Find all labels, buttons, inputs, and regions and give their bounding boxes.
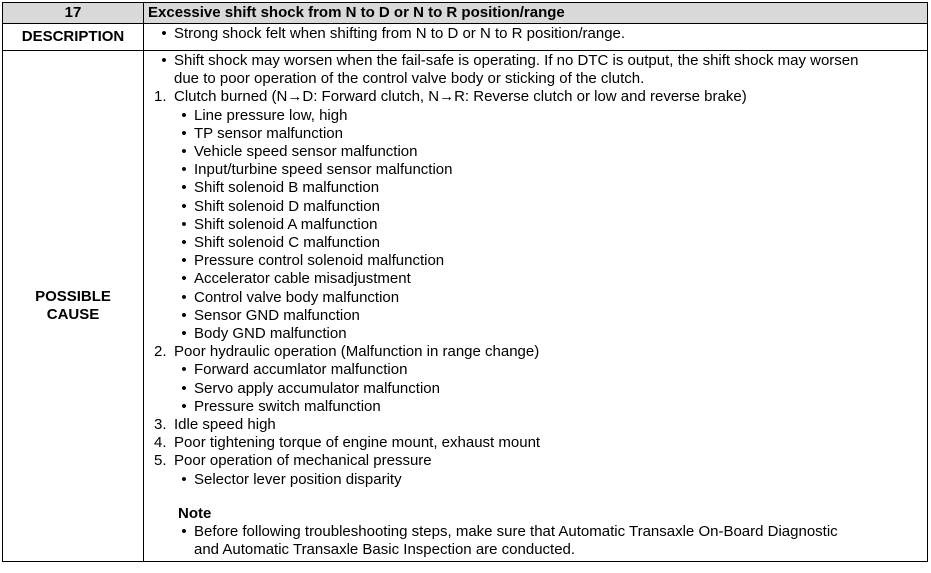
cause-1-sublist: [148, 107, 923, 344]
list-item: • Accelerator cable misadjustment: [174, 270, 923, 288]
note-content: [148, 523, 923, 559]
bullet-icon: [174, 523, 194, 541]
list-item: • Pressure control solenoid malfunction: [174, 252, 923, 270]
list-item: • Line pressure low, high: [174, 107, 923, 125]
bullet-icon: [174, 380, 194, 398]
cause-item: 2. Poor hydraulic operation (Malfunction in range change): [154, 343, 540, 361]
cause-item: 5. Poor operation of mechanical pressure: [154, 452, 432, 470]
list-item: • TP sensor malfunction: [174, 125, 923, 143]
possible-cause-content: [144, 51, 928, 562]
note-bullet: • Before following troubleshooting steps, make sure that Automatic Transaxle On-Board Diagnostic and Automatic Transaxle Basic Inspection are conducted.: [174, 523, 923, 559]
bullet-icon: [174, 143, 194, 161]
bullet-icon: [174, 325, 194, 343]
list-item: • Shift solenoid A malfunction: [174, 216, 923, 234]
list-item: • Body GND malfunction: [174, 325, 923, 343]
bullet-icon: [174, 252, 194, 270]
cause-item: 3. Idle speed high: [154, 416, 276, 434]
bullet-icon: [174, 234, 194, 252]
bullet-icon: [174, 161, 194, 179]
list-item: • Input/turbine speed sensor malfunction: [174, 161, 923, 179]
cause-2-sublist: [148, 361, 923, 416]
list-item: • Forward accumlator malfunction: [174, 361, 923, 379]
intro-bullet: • Shift shock may worsen when the fail-safe is operating. If no DTC is output, the shift shock may worsen due to poor operation of the control valve body or sticking of the clutch.: [148, 52, 923, 88]
list-item: • Sensor GND malfunction: [174, 307, 923, 325]
note-title: Note: [178, 504, 212, 522]
possible-cause-row: [3, 51, 928, 562]
cause-item: 4. Poor tightening torque of engine mount, exhaust mount: [154, 434, 541, 452]
description-label: DESCRIPTION: [3, 24, 144, 51]
bullet-icon: [174, 307, 194, 325]
list-item: • Servo apply accumulator malfunction: [174, 380, 923, 398]
description-content: [144, 24, 928, 51]
bullet-icon: [174, 179, 194, 197]
bullet-icon: [154, 25, 174, 43]
symptom-title: Excessive shift shock from N to D or N to R position/range: [144, 3, 928, 24]
bullet-icon: [174, 361, 194, 379]
description-row: [3, 24, 928, 51]
bullet-icon: [174, 198, 194, 216]
bullet-icon: [174, 216, 194, 234]
list-item: • Shift solenoid C malfunction: [174, 234, 923, 252]
list-item: • Control valve body malfunction: [174, 289, 923, 307]
possible-cause-label: POSSIBLE CAUSE: [3, 51, 144, 562]
cause-item: 1. Clutch burned (N→D: Forward clutch, N→R: Reverse clutch or low and reverse brake): [154, 88, 747, 106]
cause-5-sublist: [148, 471, 923, 489]
bullet-icon: [174, 125, 194, 143]
list-item: • Pressure switch malfunction: [174, 398, 923, 416]
bullet-icon: [154, 52, 174, 70]
bullet-icon: [174, 289, 194, 307]
list-item: • Vehicle speed sensor malfunction: [174, 143, 923, 161]
troubleshooting-table: [2, 2, 928, 562]
bullet-icon: [174, 270, 194, 288]
header-row: [3, 3, 928, 24]
list-item: • Shift solenoid D malfunction: [174, 198, 923, 216]
list-item: • Shift solenoid B malfunction: [174, 179, 923, 197]
bullet-icon: [174, 107, 194, 125]
bullet-icon: [174, 398, 194, 416]
symptom-number: 17: [3, 3, 144, 24]
bullet-icon: [174, 471, 194, 489]
description-bullet: • Strong shock felt when shifting from N to D or N to R position/range.: [148, 25, 923, 43]
list-item: • Selector lever position disparity: [174, 471, 923, 489]
